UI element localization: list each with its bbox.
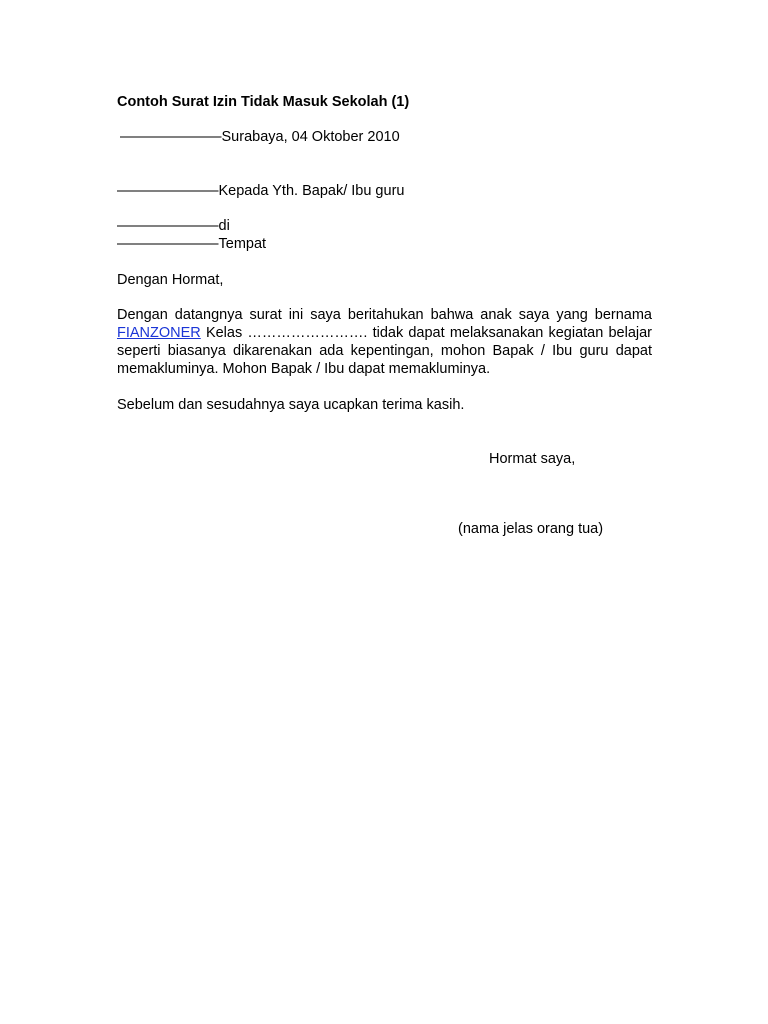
letter-title: Contoh Surat Izin Tidak Masuk Sekolah (1) bbox=[117, 94, 410, 110]
date-line: ———————Surabaya, 04 Oktober 2010 bbox=[120, 129, 400, 145]
signature-name: (nama jelas orang tua) bbox=[458, 521, 604, 537]
fianzoner-link[interactable]: FIANZONER bbox=[117, 325, 201, 341]
greeting: Dengan Hormat, bbox=[117, 272, 224, 288]
closing-line: Sebelum dan sesudahnya saya ucapkan terima kasih. bbox=[117, 397, 465, 413]
body-paragraph bbox=[117, 306, 652, 378]
recipient-line: ———————Kepada Yth. Bapak/ Ibu guru bbox=[117, 183, 405, 199]
signoff: Hormat saya, bbox=[489, 451, 576, 467]
recipient-place-line: ———————Tempat bbox=[117, 236, 267, 252]
body-text-part1: Dengan datangnya surat ini saya beritahukan bahwa anak saya yang bernama bbox=[117, 307, 652, 323]
body-text-part2: Kelas ……………………. tidak dapat melaksanakan kegiatan belajar seperti biasanya dikarenakan ada kepentingan, mohon Bapak / Ibu guru dapat memakluminya. Mohon Bapak / Ibu dapat memakluminya. bbox=[117, 325, 652, 377]
recipient-di-line: ———————di bbox=[117, 218, 230, 234]
